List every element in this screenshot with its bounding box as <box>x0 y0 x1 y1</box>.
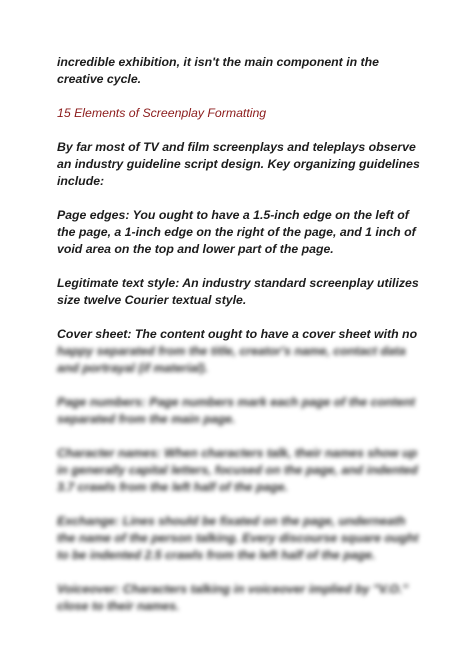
paragraph-page-numbers: Page numbers: Page numbers mark each page of the content separated from the main page. <box>57 395 416 426</box>
paragraph-voiceover: Voiceover: Characters talking in voiceover implied by "V.O." close to their names. <box>57 582 409 613</box>
cover-sheet-visible-text: Cover sheet: The content ought to have a cover sheet with no <box>57 327 418 341</box>
intro-paragraph: incredible exhibition, it isn't the main component in the creative cycle. <box>57 55 379 86</box>
document-body <box>57 54 422 632</box>
section-heading: 15 Elements of Screenplay Formatting <box>57 106 267 120</box>
paragraph-overview: By far most of TV and film screenplays and teleplays observe an industry guideline script design. Key organizing guidelines include: <box>57 140 420 188</box>
cover-sheet-blurred-text: happy separated from the title, creator's name, contact data and portrayal (if material). <box>57 344 406 375</box>
paragraph-exchange: Exchange: Lines should be fixated on the page, underneath the name of the person talking. Every discourse square ought to be indented 2.5 crawls from the left half of the page. <box>57 514 419 562</box>
paragraph-cover-sheet <box>57 326 422 377</box>
paragraph-text-style: Legitimate text style: An industry standard screenplay utilizes size twelve Courier textual style. <box>57 276 419 307</box>
paragraph-page-edges: Page edges: You ought to have a 1.5-inch edge on the left of the page, a 1-inch edge on the right of the page, and 1 inch of void area on the top and lower part of the page. <box>57 208 416 256</box>
paragraph-character-names: Character names: When characters talk, their names show up in generally capital letters, focused on the page, and indented 3.7 crawls from the left half of the page. <box>57 446 418 494</box>
